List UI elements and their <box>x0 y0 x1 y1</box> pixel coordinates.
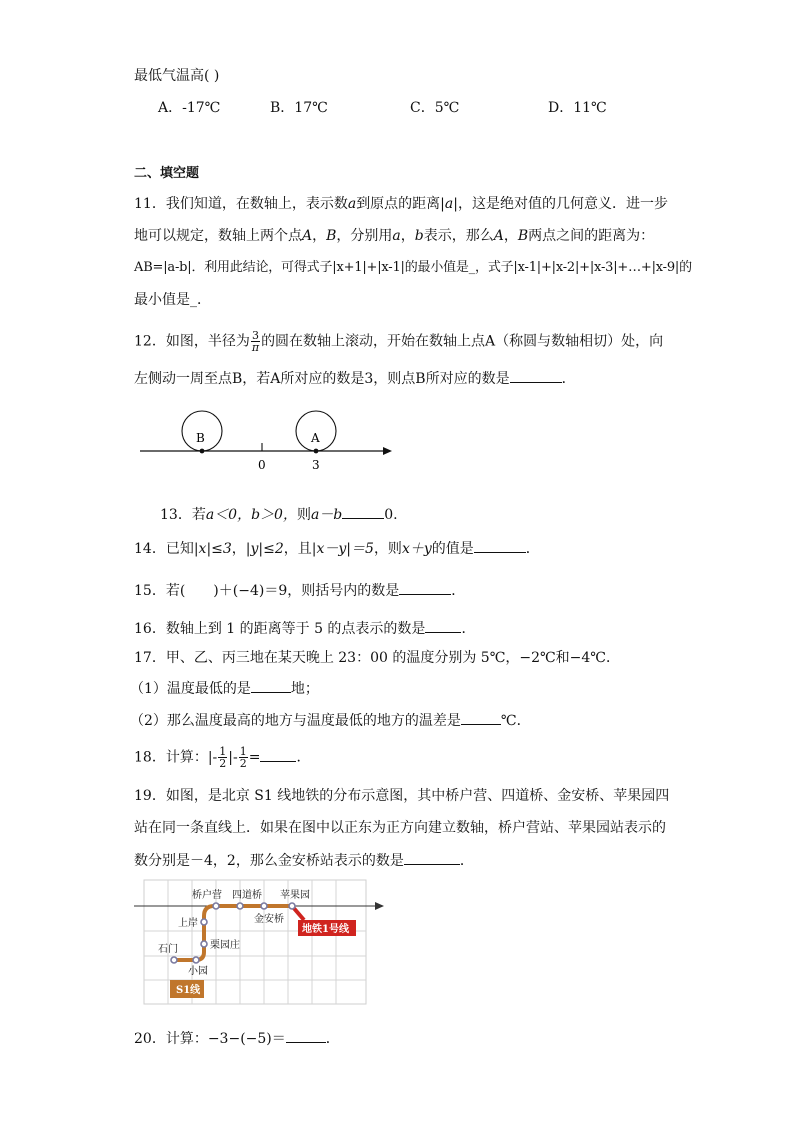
answer-blank[interactable] <box>461 710 501 725</box>
tick-label-0: 0 <box>258 458 266 472</box>
q16-line: 16．数轴上到 1 的距离等于 5 的点表示的数是 ． <box>134 618 475 639</box>
q11-line3: AB=|a-b|．利用此结论，可得式子|x+1|+|x-1|的最小值是_，式子|x-1|+|x-2|+|x-3|+…+|x-9|的 <box>134 260 692 275</box>
q11-line2: 地可以规定，数轴上两个点A，B，分别用a，b表示，那么A，B两点之间的距离为： <box>134 228 655 244</box>
axis-arrow-icon <box>383 447 392 455</box>
label-qiaohuying: 桥户营 <box>192 890 222 901</box>
q12-line1: 12．如图，半径为 $\frac{3}{\pi}$ 的圆在数轴上滚动，开始在数轴上点A（称圆与数轴相切）处，向 <box>134 329 664 354</box>
q19-line1: 19．如图，是北京 S1 线地铁的分布示意图，其中桥户营、四道桥、金安桥、苹果园四 <box>134 788 670 804</box>
q12-number-line-figure <box>130 400 400 480</box>
q18-line: 18．计算：|- $\frac{1}{2}$ |- $\frac{1}{2}$ = ． <box>134 745 311 770</box>
s1-label: S1线 <box>176 985 201 996</box>
point-a <box>314 449 319 454</box>
answer-blank[interactable] <box>474 538 526 553</box>
answer-blank[interactable] <box>425 618 461 633</box>
section-title: 二、填空题 <box>134 166 200 181</box>
station-liyuanzhuang <box>201 941 207 947</box>
q17-part1: （1）温度最低的是 地； <box>130 678 319 699</box>
q17-part2: （2）那么温度最高的地方与温度最低的地方的温差是 ℃． <box>130 710 531 731</box>
answer-blank[interactable] <box>404 850 460 865</box>
label-shimen: 石门 <box>158 944 178 955</box>
label-shangan: 上岸 <box>178 918 198 929</box>
q20-line: 20．计算：−3−(−5)＝ ． <box>134 1028 340 1049</box>
q19-line2: 站在同一条直线上．如果在图中以正东为正方向建立数轴，桥户营站、苹果园站表示的 <box>134 820 666 836</box>
label-a: A <box>311 431 320 445</box>
q11-line1: 11．我们知道，在数轴上，表示数a到原点的距离|a|，这是绝对值的几何意义．进一步 <box>134 196 668 212</box>
answer-blank[interactable] <box>260 747 296 762</box>
point-b <box>200 449 205 454</box>
answer-blank[interactable] <box>286 1028 326 1043</box>
q11-line4: 最小值是_． <box>134 292 211 308</box>
answer-blank[interactable] <box>510 368 562 383</box>
q15-line: 15．若( )＋(−4)＝9，则括号内的数是 ． <box>134 580 465 601</box>
q10-option-d[interactable]: D．11℃ <box>548 100 607 116</box>
q10-option-b[interactable]: B．17℃ <box>270 100 328 116</box>
label-jinanqiao: 金安桥 <box>254 914 284 925</box>
label-liyuanzhuang: 栗园庄 <box>210 940 240 951</box>
q12-radius-fraction: $\frac{3}{\pi}$ <box>251 329 260 354</box>
line1-label: 地铁1号线 <box>302 924 349 935</box>
station-qiaohuying <box>213 903 219 909</box>
q10-option-a[interactable]: A．-17℃ <box>158 100 221 116</box>
answer-blank[interactable] <box>251 678 291 693</box>
label-sidaoqiao: 四道桥 <box>232 890 262 901</box>
q12-line2: 左侧动一周至点B，若A所对应的数是3，则点B所对应的数是 ． <box>134 368 576 389</box>
map-axis-arrow-icon <box>375 902 384 910</box>
q17-stem: 17．甲、乙、丙三地在某天晚上 23：00 的温度分别为 5℃，−2℃和−4℃． <box>134 650 620 666</box>
q19-subway-map <box>134 876 390 1008</box>
station-shangan <box>201 919 207 925</box>
q19-line3: 数分别是－4，2，那么金安桥站表示的数是 ． <box>134 850 474 871</box>
label-xiaoyuan: 小园 <box>188 966 208 977</box>
q10-option-c[interactable]: C．5℃ <box>410 100 460 116</box>
station-shimen <box>171 957 177 963</box>
tick-label-3: 3 <box>312 458 320 472</box>
station-jinanqiao <box>261 903 267 909</box>
label-pingguoyuan: 苹果园 <box>280 890 310 901</box>
q14-line: 14．已知|x|≤3，|y|≤2，且|x－y|＝5，则x＋y的值是 ． <box>134 538 540 559</box>
answer-blank[interactable] <box>342 504 384 519</box>
station-pingguoyuan <box>289 903 295 909</box>
answer-blank[interactable] <box>399 580 451 595</box>
station-sidaoqiao <box>237 903 243 909</box>
q10-stem-tail: 最低气温高( ) <box>134 68 220 84</box>
label-b: B <box>196 431 205 445</box>
station-xiaoyuan <box>193 957 199 963</box>
q13-line: 13．若a＜0，b＞0，则a－b 0. <box>160 504 398 525</box>
